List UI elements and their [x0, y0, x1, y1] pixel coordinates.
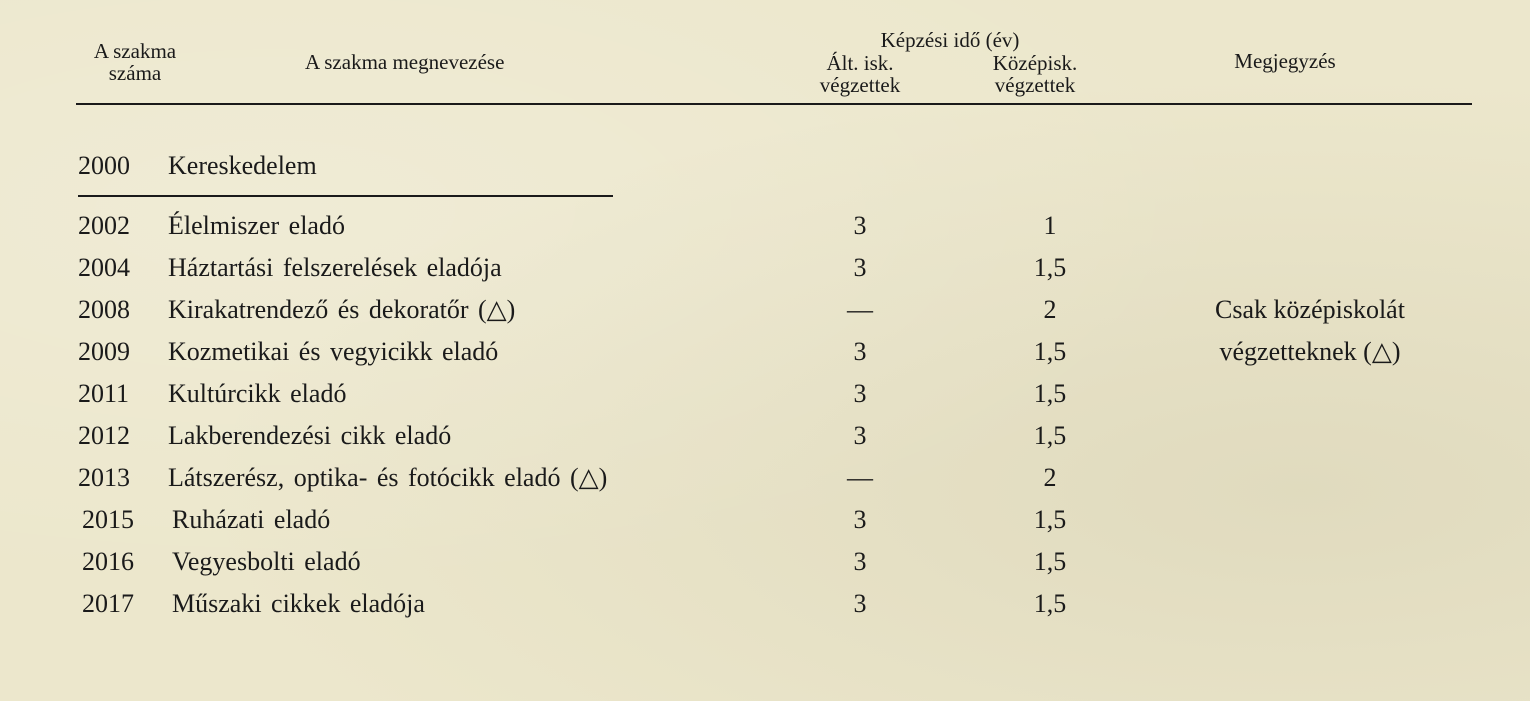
row-alt: 3: [853, 547, 867, 576]
row-name: Látszerész, optika- és fotócikk eladó (△): [168, 463, 608, 492]
row-name: Lakberendezési cikk eladó: [168, 421, 452, 450]
row-koz: 1,5: [1033, 589, 1067, 618]
column-header-number: [70, 40, 200, 84]
row-name: Kirakatrendező és dekoratőr (△): [168, 295, 516, 324]
row-name: Élelmiszer eladó: [168, 211, 345, 240]
row-koz: 1,5: [1033, 379, 1067, 408]
column-header-alt: [785, 52, 935, 96]
section-number: 2000: [78, 151, 130, 180]
row-name: Ruházati eladó: [172, 505, 331, 534]
row-koz: 1,5: [1033, 337, 1067, 366]
row-number: 2015: [82, 505, 134, 534]
row-number: 2009: [78, 337, 130, 366]
row-alt: 3: [853, 337, 867, 366]
row-alt: —: [847, 295, 873, 324]
row-alt: —: [847, 463, 873, 492]
column-header-training-duration: Képzési idő (év): [880, 28, 1020, 52]
row-name: Kozmetikai és vegyicikk eladó: [168, 337, 499, 366]
column-header-alt-line2: végzettek: [819, 73, 901, 97]
column-header-alt-line1: Ált. isk.: [826, 51, 894, 75]
row-koz: 1,5: [1033, 253, 1067, 282]
row-alt: 3: [853, 379, 867, 408]
row-koz: 1,5: [1033, 547, 1067, 576]
column-header-koz-line1: Középisk.: [992, 51, 1078, 75]
row-name: Kultúrcikk eladó: [168, 379, 347, 408]
header-rule: [76, 103, 1472, 105]
row-number: 2012: [78, 421, 130, 450]
row-number: 2016: [82, 547, 134, 576]
row-alt: 3: [853, 211, 867, 240]
row-number: 2008: [78, 295, 130, 324]
column-header-number-line2: száma: [108, 61, 162, 85]
row-koz: 2: [1043, 295, 1057, 324]
column-header-koz-line2: végzettek: [994, 73, 1076, 97]
column-header-note: Megjegyzés: [1234, 49, 1336, 73]
section-title: Kereskedelem: [168, 151, 317, 180]
row-koz: 1: [1043, 211, 1057, 240]
row-name: Háztartási felszerelések eladója: [168, 253, 502, 282]
column-header-koz: [955, 52, 1115, 96]
section-rule: [78, 195, 613, 197]
row-alt: 3: [853, 421, 867, 450]
column-header-number-line1: A szakma: [93, 39, 177, 63]
row-number: 2013: [78, 463, 130, 492]
row-name: Műszaki cikkek eladója: [172, 589, 425, 618]
row-number: 2011: [78, 379, 130, 408]
row-number: 2017: [82, 589, 134, 618]
note-line1: Csak középiskolát: [1215, 295, 1405, 324]
column-header-name: A szakma megnevezése: [305, 50, 505, 74]
row-number: 2004: [78, 253, 130, 282]
row-koz: 2: [1043, 463, 1057, 492]
row-alt: 3: [853, 253, 867, 282]
row-alt: 3: [853, 589, 867, 618]
row-koz: 1,5: [1033, 421, 1067, 450]
row-koz: 1,5: [1033, 505, 1067, 534]
row-alt: 3: [853, 505, 867, 534]
note-line2: végzetteknek (△): [1219, 337, 1401, 366]
row-name: Vegyesbolti eladó: [172, 547, 361, 576]
row-number: 2002: [78, 211, 130, 240]
